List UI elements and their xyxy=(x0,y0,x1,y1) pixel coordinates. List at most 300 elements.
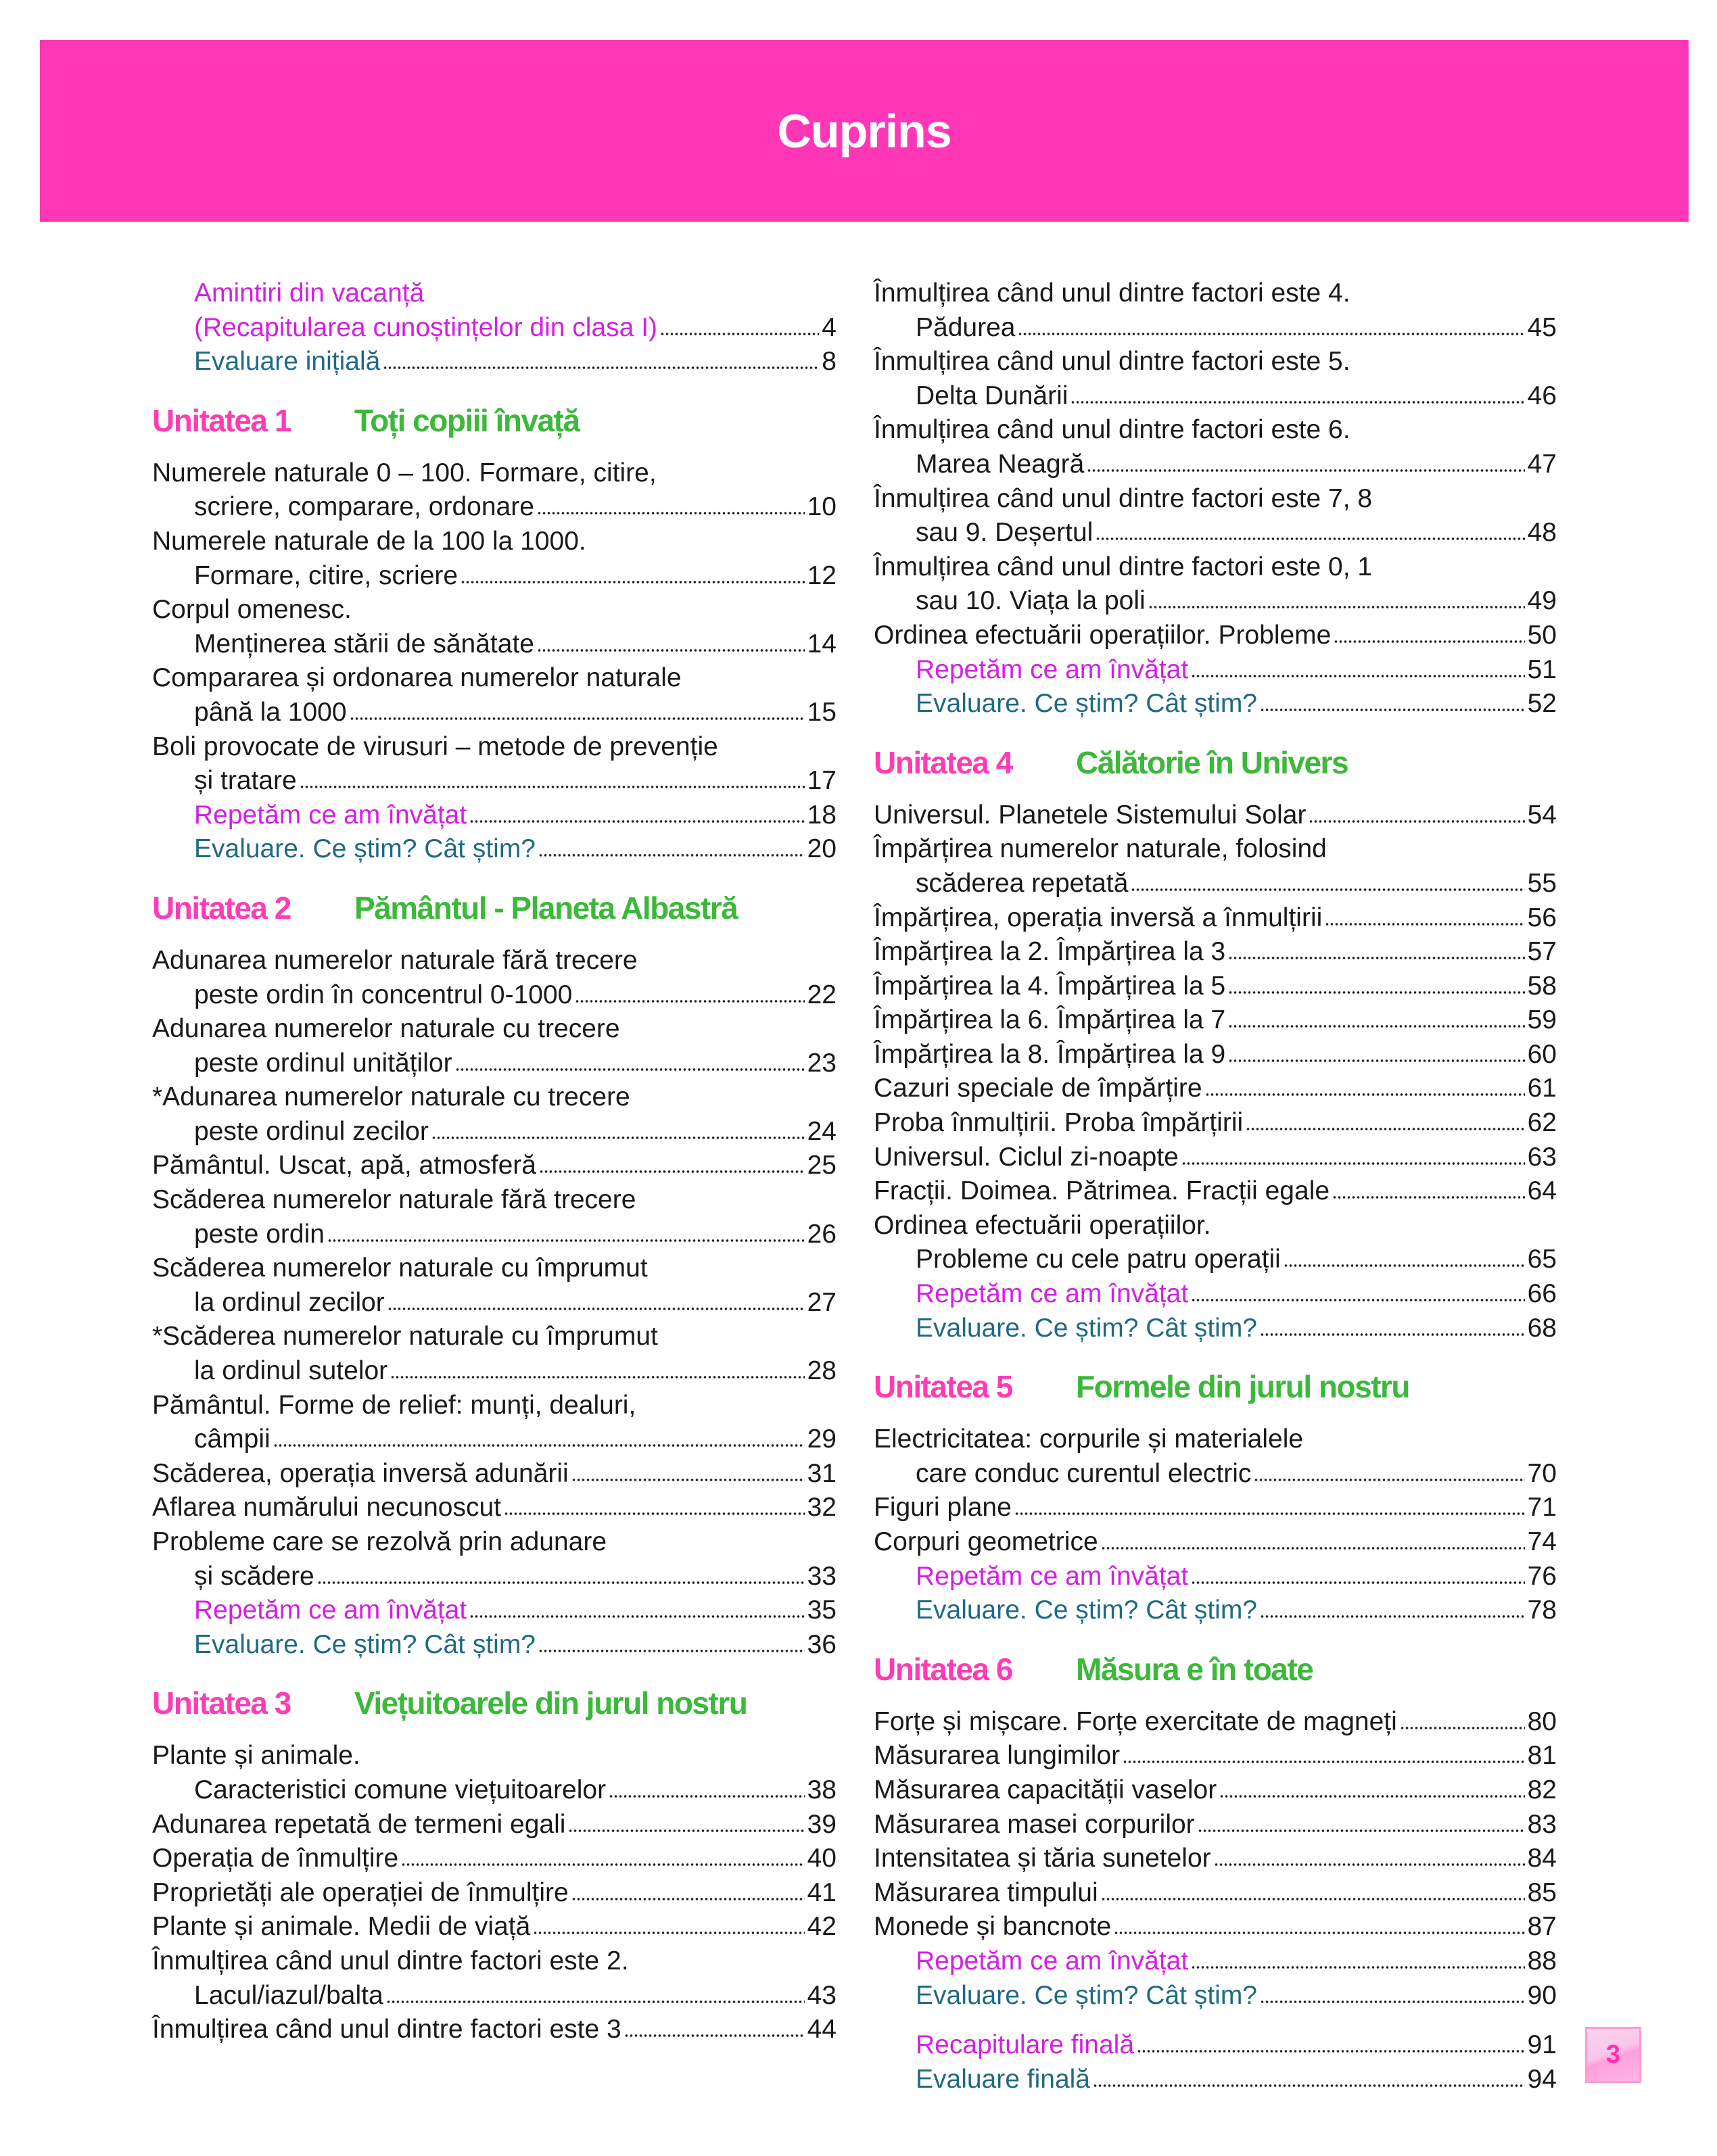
toc-entry-line xyxy=(874,1277,1557,1312)
toc-entry[interactable] xyxy=(874,1773,1557,1808)
toc-entry-line xyxy=(874,1141,1557,1175)
toc-page-number[interactable]: 64 xyxy=(1527,1176,1557,1206)
toc-entry-line xyxy=(152,1491,837,1525)
toc-entry-line xyxy=(874,1773,1557,1808)
toc-entry-text[interactable]: *Adunarea numerelor naturale cu trecere xyxy=(152,1082,630,1112)
toc-entry[interactable] xyxy=(874,550,1557,619)
toc-page-number[interactable]: 57 xyxy=(1527,937,1557,967)
toc-entry-text[interactable]: Intensitatea și tăria sunetelor xyxy=(874,1844,1211,1873)
toc-entry-line xyxy=(152,345,837,379)
toc-page-number[interactable]: 61 xyxy=(1527,1074,1557,1103)
toc-entry-text[interactable]: Operația de înmulțire xyxy=(152,1844,399,1873)
toc-page-number[interactable]: 46 xyxy=(1527,381,1557,410)
toc-page-number[interactable]: 87 xyxy=(1527,1912,1557,1942)
dot-leader xyxy=(575,999,804,1003)
toc-entry-text[interactable]: Evaluare. Ce știm? Cât știm? xyxy=(194,1629,536,1659)
toc-page-number[interactable]: 85 xyxy=(1527,1877,1557,1907)
toc-entry-line xyxy=(874,1312,1557,1346)
toc-page-number[interactable]: 36 xyxy=(807,1629,837,1659)
toc-entry-text[interactable]: Înmulțirea când unul dintre factori este 3 xyxy=(152,2015,621,2044)
dot-leader xyxy=(469,819,804,823)
toc-entry[interactable] xyxy=(874,1842,1557,1876)
toc-page-number[interactable]: 12 xyxy=(807,560,837,590)
toc-entry-text[interactable]: care conduc curentul electric xyxy=(916,1458,1252,1488)
toc-page-number[interactable]: 38 xyxy=(807,1775,837,1804)
toc-entry-text[interactable]: Forțe și mișcare. Forțe exercitate de magneți xyxy=(874,1706,1397,1736)
toc-entry[interactable] xyxy=(152,730,837,798)
toc-entry[interactable] xyxy=(874,1876,1557,1911)
toc-entry-text[interactable]: Înmulțirea când unul dintre factori este 4. xyxy=(874,279,1350,308)
toc-entry[interactable] xyxy=(152,1944,837,2013)
toc-entry-line xyxy=(152,832,837,867)
toc-entry-line xyxy=(152,1979,837,2013)
toc-entry[interactable] xyxy=(152,456,837,525)
toc-entry[interactable] xyxy=(874,482,1557,550)
toc-entry-text[interactable]: Adunarea numerelor naturale fără trecere xyxy=(152,945,638,975)
toc-entry-line xyxy=(152,730,837,765)
toc-entry-text[interactable]: Amintiri din vacanță xyxy=(194,279,425,308)
dot-leader xyxy=(1219,1794,1524,1798)
section-spacer xyxy=(874,2013,1557,2028)
dot-leader xyxy=(533,1931,804,1935)
toc-page-number[interactable]: 43 xyxy=(807,1980,837,2010)
toc-page-number[interactable]: 71 xyxy=(1527,1493,1557,1523)
toc-entry-text[interactable]: Proprietăți ale operației de înmulțire xyxy=(152,1877,569,1907)
toc-entry[interactable] xyxy=(152,1808,837,1842)
toc-page-number[interactable]: 52 xyxy=(1527,689,1557,719)
toc-entry-line xyxy=(152,1457,837,1491)
dot-leader xyxy=(1260,708,1525,712)
toc-entry-text[interactable]: Recapitulare finală xyxy=(916,2030,1135,2060)
toc-entry[interactable] xyxy=(874,413,1557,481)
unit-title: Călătorie în Univers xyxy=(1076,744,1348,780)
toc-entry-text[interactable]: Măsurarea lungimilor xyxy=(874,1741,1121,1771)
toc-entry-text[interactable]: peste ordin xyxy=(194,1219,325,1249)
toc-entry-text[interactable]: Repetăm ce am învățat xyxy=(194,800,467,830)
toc-page-number[interactable]: 10 xyxy=(807,492,837,522)
toc-entry-text[interactable]: Marea Neagră xyxy=(916,449,1085,479)
toc-entry[interactable] xyxy=(874,2028,1557,2063)
toc-entry-text[interactable]: Numerele naturale de la 100 la 1000. xyxy=(152,526,586,556)
toc-entry-text[interactable]: Evaluare finală xyxy=(916,2064,1090,2094)
toc-page-number[interactable]: 23 xyxy=(807,1048,837,1078)
toc-entry-text[interactable]: Evaluare. Ce știm? Cât știm? xyxy=(194,834,536,864)
toc-entry[interactable] xyxy=(874,1979,1557,2013)
toc-entry-line xyxy=(152,627,837,662)
toc-entry-text[interactable]: Scăderea, operația inversă adunării xyxy=(152,1458,569,1488)
toc-entry-text[interactable]: scriere, comparare, ordonare xyxy=(194,492,534,522)
toc-entry-line xyxy=(874,1174,1557,1209)
toc-entry[interactable] xyxy=(874,1312,1557,1346)
toc-entry-line xyxy=(152,1320,837,1354)
toc-entry-text[interactable]: câmpii xyxy=(194,1424,271,1454)
toc-entry-text[interactable]: Pământul. Forme de relief: munți, dealuri, xyxy=(152,1390,636,1420)
toc-entry-text[interactable]: Universul. Planetele Sistemului Solar xyxy=(874,800,1307,830)
toc-entry-line xyxy=(152,1739,837,1773)
toc-page-number[interactable]: 14 xyxy=(807,629,837,658)
toc-page-number[interactable]: 63 xyxy=(1527,1142,1557,1172)
toc-entry-text[interactable]: Corpuri geometrice xyxy=(874,1527,1098,1556)
toc-entry-text[interactable]: Împărțirea la 8. Împărțirea la 9 xyxy=(874,1039,1226,1069)
toc-entry-line xyxy=(152,1149,837,1183)
toc-entry-text[interactable]: Repetăm ce am învățat xyxy=(916,1561,1189,1591)
toc-entry-line xyxy=(874,550,1557,585)
toc-entry-text[interactable]: la ordinul zecilor xyxy=(194,1287,385,1317)
toc-page-number[interactable]: 29 xyxy=(807,1424,837,1454)
toc-entry[interactable] xyxy=(152,1739,837,1807)
toc-entry[interactable] xyxy=(874,1739,1557,1773)
toc-entry[interactable] xyxy=(152,277,837,345)
dot-leader xyxy=(1325,922,1524,926)
toc-entry-text[interactable]: Măsurarea masei corpurilor xyxy=(874,1809,1195,1839)
toc-entry-line xyxy=(152,1286,837,1320)
toc-page-number[interactable]: 26 xyxy=(807,1219,837,1249)
toc-page-number[interactable]: 41 xyxy=(807,1877,837,1907)
dot-leader xyxy=(1191,1581,1524,1585)
toc-entry-text[interactable]: Ordinea efectuării operațiilor. xyxy=(874,1210,1211,1240)
toc-entry-text[interactable]: peste ordinul zecilor xyxy=(194,1116,429,1146)
toc-entry-line xyxy=(874,311,1557,345)
toc-page-number[interactable]: 39 xyxy=(807,1809,837,1839)
toc-entry-text[interactable]: Repetăm ce am învățat xyxy=(916,1946,1189,1975)
toc-page-number[interactable]: 84 xyxy=(1527,1844,1557,1873)
toc-entry[interactable] xyxy=(874,1910,1557,1944)
toc-entry[interactable] xyxy=(874,1560,1557,1594)
toc-page-number[interactable]: 83 xyxy=(1527,1809,1557,1839)
toc-entry[interactable] xyxy=(874,1808,1557,1842)
toc-entry-text[interactable]: (Recapitularea cunoștințelor din clasa I) xyxy=(194,312,658,342)
toc-entry[interactable] xyxy=(874,1705,1557,1740)
toc-entry-text[interactable]: Evaluare. Ce știm? Cât știm? xyxy=(916,1313,1258,1343)
toc-entry-text[interactable]: Măsurarea timpului xyxy=(874,1877,1098,1907)
dot-leader xyxy=(1181,1161,1525,1166)
toc-entry-text[interactable]: Pădurea xyxy=(916,312,1016,342)
toc-entry-line xyxy=(152,661,837,696)
dot-leader xyxy=(568,1829,804,1833)
toc-page-number[interactable]: 62 xyxy=(1527,1108,1557,1138)
toc-page-number[interactable]: 27 xyxy=(807,1287,837,1317)
toc-entry-line xyxy=(152,1251,837,1286)
toc-entry-text[interactable]: Repetăm ce am învățat xyxy=(916,1279,1189,1309)
dot-leader xyxy=(455,1068,805,1072)
toc-entry-text[interactable]: Ordinea efectuării operațiilor. Probleme xyxy=(874,620,1332,650)
toc-entry-text[interactable]: Electricitatea: corpurile și materialele xyxy=(874,1424,1304,1454)
toc-entry-text[interactable]: Evaluare. Ce știm? Cât știm? xyxy=(916,1980,1258,2010)
toc-entry[interactable] xyxy=(874,832,1557,901)
toc-entry-text[interactable]: *Scăderea numerelor naturale cu împrumut xyxy=(152,1322,658,1351)
toc-entry-line xyxy=(152,764,837,798)
toc-page-number[interactable]: 50 xyxy=(1527,620,1557,650)
toc-entry[interactable] xyxy=(874,1209,1557,1277)
toc-entry-text[interactable]: și tratare xyxy=(194,766,297,796)
toc-page-number[interactable]: 42 xyxy=(807,1912,837,1942)
toc-page-number[interactable]: 65 xyxy=(1527,1245,1557,1274)
toc-entry-line xyxy=(874,2063,1557,2097)
toc-page-number[interactable]: 49 xyxy=(1527,586,1557,616)
toc-entry[interactable] xyxy=(152,1183,837,1251)
toc-page-number[interactable]: 51 xyxy=(1527,654,1557,684)
dot-leader xyxy=(431,1136,805,1140)
dot-leader xyxy=(390,1375,804,1379)
toc-entry-text[interactable]: până la 1000 xyxy=(194,697,347,727)
toc-entry-text[interactable]: Fracții. Doimea. Pătrimea. Fracții egale xyxy=(874,1176,1330,1206)
toc-page-number[interactable]: 70 xyxy=(1527,1458,1557,1488)
toc-entry[interactable] xyxy=(152,1842,837,1876)
toc-entry-text[interactable]: Împărțirea la 4. Împărțirea la 5 xyxy=(874,971,1226,1001)
unit-number: Unitatea 5 xyxy=(874,1369,1012,1405)
toc-page-number[interactable]: 54 xyxy=(1527,800,1557,830)
toc-entry-line xyxy=(152,1842,837,1876)
toc-entry-text[interactable]: Înmulțirea când unul dintre factori este 0, 1 xyxy=(874,552,1373,581)
dot-leader xyxy=(1284,1264,1525,1268)
toc-page-number[interactable]: 45 xyxy=(1527,312,1557,342)
toc-entry[interactable] xyxy=(152,345,837,379)
toc-entry-line xyxy=(152,593,837,627)
toc-entry[interactable] xyxy=(152,1628,837,1662)
toc-entry-text[interactable]: și scădere xyxy=(194,1561,314,1591)
toc-entry-text[interactable]: Probleme cu cele patru operații xyxy=(916,1245,1281,1274)
toc-entry-text[interactable]: Măsurarea capacității vaselor xyxy=(874,1775,1217,1804)
toc-entry[interactable] xyxy=(874,1594,1557,1628)
toc-entry-text[interactable]: peste ordin în concentrul 0-1000 xyxy=(194,980,573,1009)
toc-entry[interactable] xyxy=(874,798,1557,833)
toc-page-number[interactable]: 80 xyxy=(1527,1706,1557,1736)
toc-entry-text[interactable]: Împărțirea numerelor naturale, folosind xyxy=(874,834,1327,864)
dot-leader xyxy=(1096,537,1524,541)
toc-entry[interactable] xyxy=(152,1149,837,1183)
toc-entry-text[interactable]: Numerele naturale 0 – 100. Formare, citire, xyxy=(152,458,657,487)
toc-entry-text[interactable]: sau 10. Viața la poli xyxy=(916,586,1146,616)
toc-page-number[interactable]: 28 xyxy=(807,1356,837,1386)
toc-entry-text[interactable]: Pământul. Uscat, apă, atmosferă xyxy=(152,1151,536,1180)
toc-entry[interactable] xyxy=(874,935,1557,969)
toc-entry-text[interactable]: Delta Dunării xyxy=(916,381,1068,410)
dot-leader xyxy=(1205,1093,1525,1097)
toc-entry[interactable] xyxy=(152,2013,837,2047)
toc-entry-text[interactable]: Figuri plane xyxy=(874,1493,1012,1523)
toc-entry-text[interactable]: Plante și animale. xyxy=(152,1741,360,1771)
toc-entry[interactable] xyxy=(874,345,1557,413)
toc-entry-line xyxy=(874,482,1557,517)
toc-entry[interactable] xyxy=(874,1141,1557,1175)
toc-entry[interactable] xyxy=(874,1422,1557,1491)
toc-entry-text[interactable]: Evaluare. Ce știm? Cât știm? xyxy=(916,1596,1258,1625)
dot-leader xyxy=(1260,1333,1525,1337)
toc-entry-text[interactable]: Repetăm ce am învățat xyxy=(916,654,1189,684)
toc-page-number[interactable]: 20 xyxy=(807,834,837,864)
toc-entry-text[interactable]: Adunarea numerelor naturale cu trecere xyxy=(152,1014,620,1044)
dot-leader xyxy=(387,1307,805,1311)
toc-page-number[interactable]: 55 xyxy=(1527,868,1557,898)
toc-entry[interactable] xyxy=(152,1594,837,1628)
toc-entry[interactable] xyxy=(152,525,837,593)
toc-entry-text[interactable]: Caracteristici comune viețuitoarelor xyxy=(194,1775,607,1804)
toc-entry-line xyxy=(874,1525,1557,1560)
toc-page-number[interactable]: 24 xyxy=(807,1116,837,1146)
toc-entry-text[interactable]: Probleme care se rezolvă prin adunare xyxy=(152,1527,607,1556)
toc-entry-text[interactable]: Menținerea stării de sănătate xyxy=(194,629,534,658)
toc-entry-text[interactable]: Înmulțirea când unul dintre factori este 2. xyxy=(152,1946,629,1975)
toc-entry[interactable] xyxy=(152,1080,837,1149)
toc-page-number[interactable]: 66 xyxy=(1527,1279,1557,1309)
toc-page-number[interactable]: 88 xyxy=(1527,1946,1557,1975)
toc-entry[interactable] xyxy=(874,1038,1557,1072)
toc-entry-text[interactable]: la ordinul sutelor xyxy=(194,1356,388,1386)
toc-entry-text[interactable]: Evaluare inițială xyxy=(194,347,381,377)
toc-page-number[interactable]: 59 xyxy=(1527,1005,1557,1035)
toc-entry[interactable] xyxy=(874,619,1557,653)
toc-entry[interactable] xyxy=(152,1491,837,1525)
toc-page-number[interactable]: 32 xyxy=(807,1493,837,1523)
toc-entry-text[interactable]: Înmulțirea când unul dintre factori este 5. xyxy=(874,347,1350,377)
toc-entry-text[interactable]: Cazuri speciale de împărțire xyxy=(874,1074,1202,1103)
unit-heading xyxy=(874,1370,1557,1404)
toc-page-number[interactable]: 33 xyxy=(807,1561,837,1591)
toc-entry[interactable] xyxy=(152,661,837,729)
toc-entry-text[interactable]: Împărțirea la 6. Împărțirea la 7 xyxy=(874,1005,1226,1035)
toc-entry[interactable] xyxy=(152,832,837,867)
toc-entry[interactable] xyxy=(874,1277,1557,1312)
toc-entry[interactable] xyxy=(152,1910,837,1944)
toc-page-number[interactable]: 81 xyxy=(1527,1741,1557,1771)
toc-page-number[interactable]: 35 xyxy=(807,1596,837,1625)
toc-entry-text[interactable]: Universul. Ciclul zi-noapte xyxy=(874,1142,1179,1172)
toc-entry-text[interactable]: scăderea repetată xyxy=(916,868,1129,898)
toc-page-number[interactable]: 22 xyxy=(807,980,837,1009)
dot-leader xyxy=(1246,1127,1524,1131)
toc-page-number[interactable]: 60 xyxy=(1527,1039,1557,1069)
toc-entry[interactable] xyxy=(874,687,1557,721)
toc-entry-line xyxy=(874,1910,1557,1944)
toc-page-number[interactable]: 47 xyxy=(1527,449,1557,479)
toc-entry[interactable] xyxy=(874,653,1557,688)
toc-page-number[interactable]: 8 xyxy=(822,347,837,377)
toc-entry-line xyxy=(874,1038,1557,1072)
toc-entry[interactable] xyxy=(874,2063,1557,2097)
toc-entry-line xyxy=(874,1243,1557,1277)
toc-entry[interactable] xyxy=(152,1876,837,1911)
toc-entry-text[interactable]: Formare, citire, scriere xyxy=(194,560,458,590)
toc-entry-line xyxy=(874,1808,1557,1842)
toc-entry[interactable] xyxy=(152,1457,837,1491)
toc-entry[interactable] xyxy=(874,1072,1557,1106)
toc-entry-text[interactable]: sau 9. Deșertul xyxy=(916,518,1093,548)
unit-number: Unitatea 6 xyxy=(874,1651,1012,1687)
toc-page-number[interactable]: 17 xyxy=(807,766,837,796)
toc-entry-text[interactable]: Împărțirea, operația inversă a înmulțirii xyxy=(874,903,1323,932)
toc-entry-text[interactable]: Proba înmulțirii. Proba împărțirii xyxy=(874,1108,1244,1138)
toc-entry[interactable] xyxy=(874,1106,1557,1141)
toc-entry[interactable] xyxy=(152,593,837,661)
toc-page-number[interactable]: 91 xyxy=(1527,2030,1557,2060)
toc-entry[interactable] xyxy=(152,1389,837,1457)
toc-entry-line xyxy=(152,1354,837,1389)
toc-entry-text[interactable]: Corpul omenesc. xyxy=(152,595,352,625)
toc-entry[interactable] xyxy=(874,1174,1557,1209)
dot-leader xyxy=(1191,674,1524,678)
toc-entry-line xyxy=(152,798,837,833)
toc-entry-line xyxy=(874,379,1557,414)
toc-entry[interactable] xyxy=(874,1003,1557,1038)
toc-entry-text[interactable]: Scăderea numerelor naturale fără trecere xyxy=(152,1185,636,1215)
dot-leader xyxy=(537,648,805,652)
toc-page-number[interactable]: 76 xyxy=(1527,1561,1557,1591)
toc-entry-text[interactable]: Înmulțirea când unul dintre factori este 7, 8 xyxy=(874,483,1373,513)
toc-entry[interactable] xyxy=(152,798,837,833)
toc-page-number[interactable]: 25 xyxy=(807,1151,837,1180)
toc-page-number[interactable]: 18 xyxy=(807,800,837,830)
toc-entry-line xyxy=(152,559,837,594)
toc-entry-text[interactable]: Compararea și ordonarea numerelor naturale xyxy=(152,663,682,693)
toc-page-number[interactable]: 56 xyxy=(1527,903,1557,932)
toc-entry-text[interactable]: Monede și bancnote xyxy=(874,1912,1112,1942)
dot-leader xyxy=(1309,819,1524,823)
toc-entry-line xyxy=(874,1209,1557,1243)
toc-entry-text[interactable]: Aflarea numărului necunoscut xyxy=(152,1493,501,1523)
dot-leader xyxy=(1137,2049,1525,2053)
toc-entry-text[interactable]: Boli provocate de virusuri – metode de prevenție xyxy=(152,732,718,761)
dot-leader xyxy=(1260,2000,1525,2004)
dot-leader xyxy=(1228,956,1524,960)
toc-entry-text[interactable]: peste ordinul unităților xyxy=(194,1048,452,1078)
toc-entry[interactable] xyxy=(874,901,1557,936)
toc-entry[interactable] xyxy=(874,1491,1557,1525)
toc-entry-text[interactable]: Lacul/iazul/balta xyxy=(194,1980,383,2010)
toc-page-number[interactable]: 74 xyxy=(1527,1527,1557,1556)
toc-entry[interactable] xyxy=(152,1251,837,1320)
toc-entry-text[interactable]: Scăderea numerelor naturale cu împrumut xyxy=(152,1253,648,1283)
toc-page-number[interactable]: 58 xyxy=(1527,971,1557,1001)
toc-page-number[interactable]: 82 xyxy=(1527,1775,1557,1804)
toc-entry-text[interactable]: Înmulțirea când unul dintre factori este 6. xyxy=(874,415,1350,445)
toc-page-number[interactable]: 4 xyxy=(822,312,837,342)
toc-page-number[interactable]: 15 xyxy=(807,697,837,727)
toc-entry-line xyxy=(874,687,1557,721)
toc-entry[interactable] xyxy=(152,1320,837,1388)
toc-entry[interactable] xyxy=(152,1525,837,1594)
toc-page-number[interactable]: 94 xyxy=(1527,2064,1557,2094)
toc-entry-text[interactable]: Plante și animale. Medii de viață xyxy=(152,1912,531,1942)
toc-entry-line xyxy=(874,901,1557,936)
toc-entry-line xyxy=(152,696,837,730)
unit-title: Toți copiii învață xyxy=(354,402,580,438)
toc-page-number[interactable]: 40 xyxy=(807,1844,837,1873)
toc-entry[interactable] xyxy=(874,1944,1557,1979)
toc-entry-text[interactable]: Evaluare. Ce știm? Cât știm? xyxy=(916,689,1258,719)
toc-page-number[interactable]: 68 xyxy=(1527,1313,1557,1343)
dot-leader xyxy=(317,1581,805,1585)
toc-entry-line xyxy=(874,1944,1557,1979)
toc-entry[interactable] xyxy=(152,944,837,1012)
toc-page-number[interactable]: 48 xyxy=(1527,518,1557,548)
toc-entry[interactable] xyxy=(874,969,1557,1004)
toc-entry[interactable] xyxy=(152,1012,837,1080)
toc-entry-line xyxy=(152,1944,837,1979)
toc-entry[interactable] xyxy=(874,1525,1557,1560)
toc-page-number[interactable]: 44 xyxy=(807,2015,837,2044)
unit-number: Unitatea 2 xyxy=(152,890,291,926)
toc-entry-text[interactable]: Repetăm ce am învățat xyxy=(194,1596,467,1625)
unit-heading xyxy=(152,891,837,925)
toc-page-number[interactable]: 78 xyxy=(1527,1596,1557,1625)
dot-leader xyxy=(327,1239,805,1243)
toc-page-number[interactable]: 31 xyxy=(807,1458,837,1488)
toc-entry-line xyxy=(874,1705,1557,1740)
toc-entry[interactable] xyxy=(874,277,1557,345)
toc-entry-text[interactable]: Împărțirea la 2. Împărțirea la 3 xyxy=(874,937,1226,967)
toc-entry-text[interactable]: Adunarea repetată de termeni egali xyxy=(152,1809,566,1839)
toc-page-number[interactable]: 90 xyxy=(1527,1980,1557,2010)
